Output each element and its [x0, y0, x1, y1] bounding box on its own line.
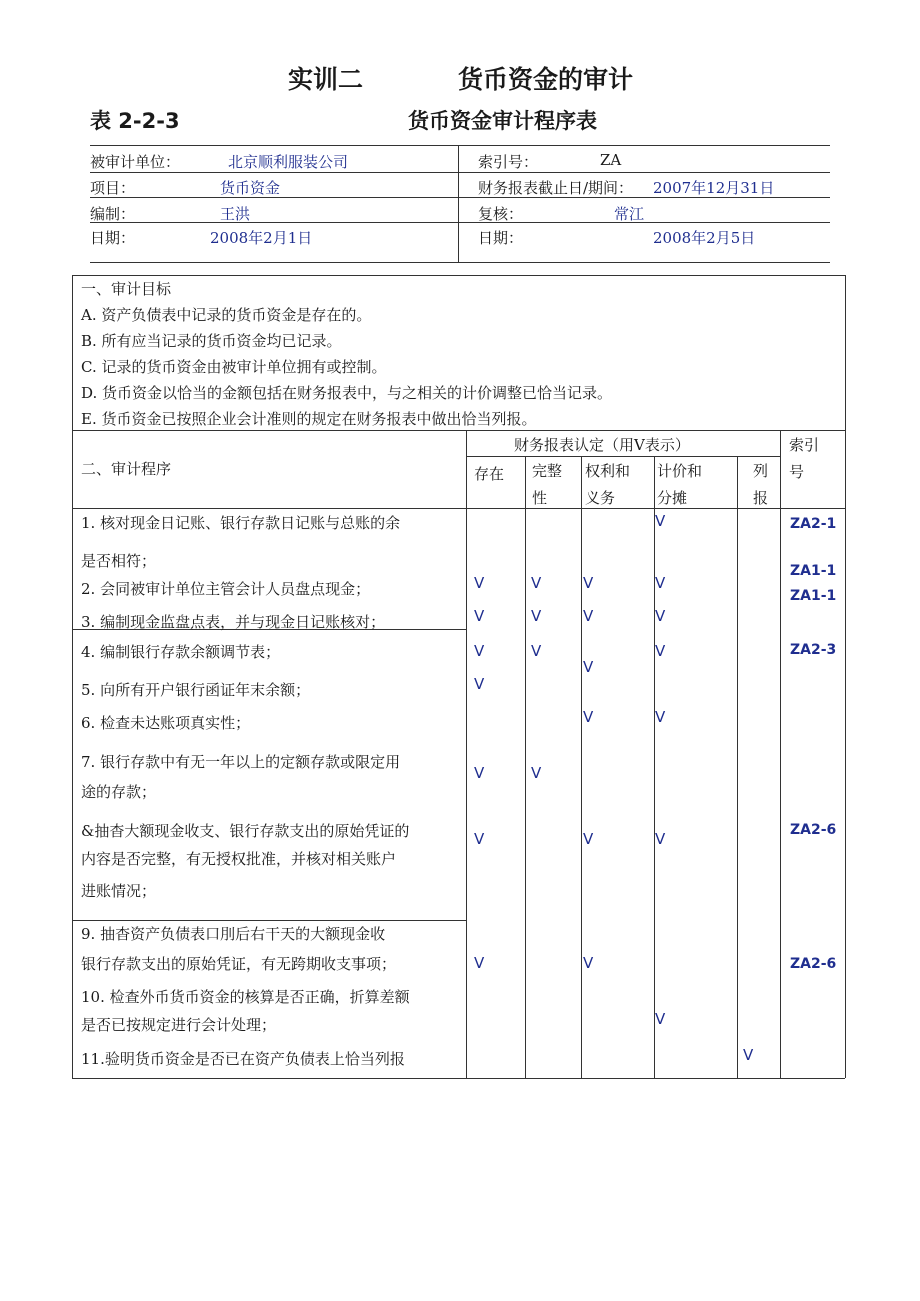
check-mark: V: [531, 607, 542, 625]
date-value-right: 2008年2月5日: [653, 229, 756, 247]
check-mark: V: [474, 642, 485, 660]
period-value: 2007年12月31日: [653, 179, 775, 197]
check-mark: V: [655, 607, 666, 625]
check-mark: V: [474, 675, 485, 693]
objective-b: B. 所有应当记录的货币资金均已记录。: [81, 332, 342, 350]
check-mark: V: [531, 574, 542, 592]
objectives-heading: 一、审计目标: [81, 280, 172, 298]
check-mark: V: [474, 830, 485, 848]
procedure-7-line-1: 7. 银行存款中有无一年以上的定额存款或限定用: [81, 753, 401, 771]
table-name: 货币资金审计程序表: [408, 109, 597, 133]
objective-e: E. 货币资金已按照企业会计准则的规定在财务报表中做出恰当列报。: [81, 410, 537, 428]
check-mark: V: [474, 574, 485, 592]
procedure-4: 4. 编制银行存款余额调节表；: [81, 643, 281, 661]
procedure-10-line-1: 10. 检查外币货币资金的核算是否正确，折算差额: [81, 988, 410, 1006]
date-value-left: 2008年2月1日: [210, 229, 313, 247]
col-existence: 存在: [474, 465, 505, 483]
check-mark: V: [583, 708, 594, 726]
procedure-6: 6. 检查未达账项真实性；: [81, 714, 251, 732]
check-mark: V: [655, 708, 666, 726]
objective-d: D. 货币资金以恰当的金额包括在财务报表中，与之相关的计价调整已恰当记录。: [81, 384, 613, 402]
period-label: 财务报表截止日/期间：: [478, 179, 634, 197]
index-ref: ZA2-1: [790, 516, 837, 532]
col-index-2: 号: [789, 463, 805, 481]
date-label-left: 日期：: [90, 229, 136, 247]
procedure-8-line-1: &抽杳大额现金收支、银行存款支出的原始凭证的: [81, 822, 410, 840]
index-ref: ZA1-1: [790, 588, 837, 604]
check-mark: V: [655, 642, 666, 660]
check-mark: V: [583, 954, 594, 972]
check-mark: V: [474, 764, 485, 782]
date-label-right: 日期：: [478, 229, 524, 247]
index-ref: ZA2-3: [790, 642, 837, 658]
col-rights-2: 义务: [585, 489, 616, 507]
col-index-1: 索引: [789, 436, 820, 454]
check-mark: V: [583, 607, 594, 625]
index-value: ZA: [600, 151, 622, 169]
check-mark: V: [531, 642, 542, 660]
col-rights-1: 权利和: [585, 462, 631, 480]
procedure-9-line-2: 银行存款支出的原始凭证，有无跨期收支事项；: [81, 955, 397, 973]
procedure-9-line-1: 9. 抽杳资产负债表口刖后右干天的大额现金收: [81, 925, 386, 943]
assertions-group-header: 财务报表认定（用V表示）: [514, 436, 690, 454]
doc-title-part1: 实训二: [288, 65, 364, 94]
prepared-label: 编制：: [90, 205, 136, 223]
col-presentation-1: 列: [753, 462, 769, 480]
check-mark: V: [531, 764, 542, 782]
index-ref: ZA2-6: [790, 956, 837, 972]
procedure-3: 3. 编制现金监盘点表，并与现金日记账核对；: [81, 613, 386, 631]
procedure-1-line-2: 是否相符；: [81, 552, 157, 570]
check-mark: V: [583, 658, 594, 676]
check-mark: V: [655, 830, 666, 848]
col-presentation-2: 报: [753, 489, 769, 507]
procedures-heading: 二、审计程序: [81, 460, 172, 478]
check-mark: V: [474, 954, 485, 972]
procedure-2: 2. 会同被审计单位主管会计人员盘点现金；: [81, 580, 371, 598]
col-valuation-1: 计价和: [657, 462, 703, 480]
check-mark: V: [655, 574, 666, 592]
index-ref: ZA2-6: [790, 822, 837, 838]
doc-title-part2: 货币资金的审计: [458, 65, 634, 94]
procedure-11: 11.验明货币资金是否已在资产负债表上恰当列报: [81, 1050, 405, 1068]
procedure-8-line-2: 内容是否完整，有无授权批准，并核对相关账户: [81, 850, 397, 868]
item-label: 项目：: [90, 179, 136, 197]
col-valuation-2: 分摊: [657, 489, 688, 507]
objective-c: C. 记录的货币资金由被审计单位拥有或控制。: [81, 358, 387, 376]
check-mark: V: [743, 1046, 754, 1064]
check-mark: V: [583, 830, 594, 848]
reviewed-value: 常江: [614, 205, 645, 223]
procedure-5: 5. 向所有开户银行函证年末余额；: [81, 681, 311, 699]
check-mark: V: [583, 574, 594, 592]
reviewed-label: 复核：: [478, 205, 524, 223]
procedure-1-line-1: 1. 核对现金日记账、银行存款日记账与总账的余: [81, 514, 401, 532]
table-number: 表 2-2-3: [90, 109, 180, 133]
objective-a: A. 资产负债表中记录的货币资金是存在的。: [81, 306, 372, 324]
audited-unit-label: 被审计单位：: [90, 153, 181, 171]
check-mark: V: [655, 512, 666, 530]
audited-unit-value: 北京顺利服装公司: [228, 153, 349, 171]
procedure-7-line-2: 途的存款；: [81, 783, 157, 801]
index-label: 索引号：: [478, 153, 539, 171]
check-mark: V: [474, 607, 485, 625]
col-completeness-2: 性: [532, 489, 548, 507]
procedure-8-line-3: 进账情况；: [81, 882, 157, 900]
item-value: 货币资金: [220, 179, 281, 197]
col-completeness-1: 完整: [532, 462, 563, 480]
prepared-value: 王洪: [220, 205, 251, 223]
index-ref: ZA1-1: [790, 563, 837, 579]
check-mark: V: [655, 1010, 666, 1028]
procedure-10-line-2: 是否已按规定进行会计处理；: [81, 1016, 277, 1034]
